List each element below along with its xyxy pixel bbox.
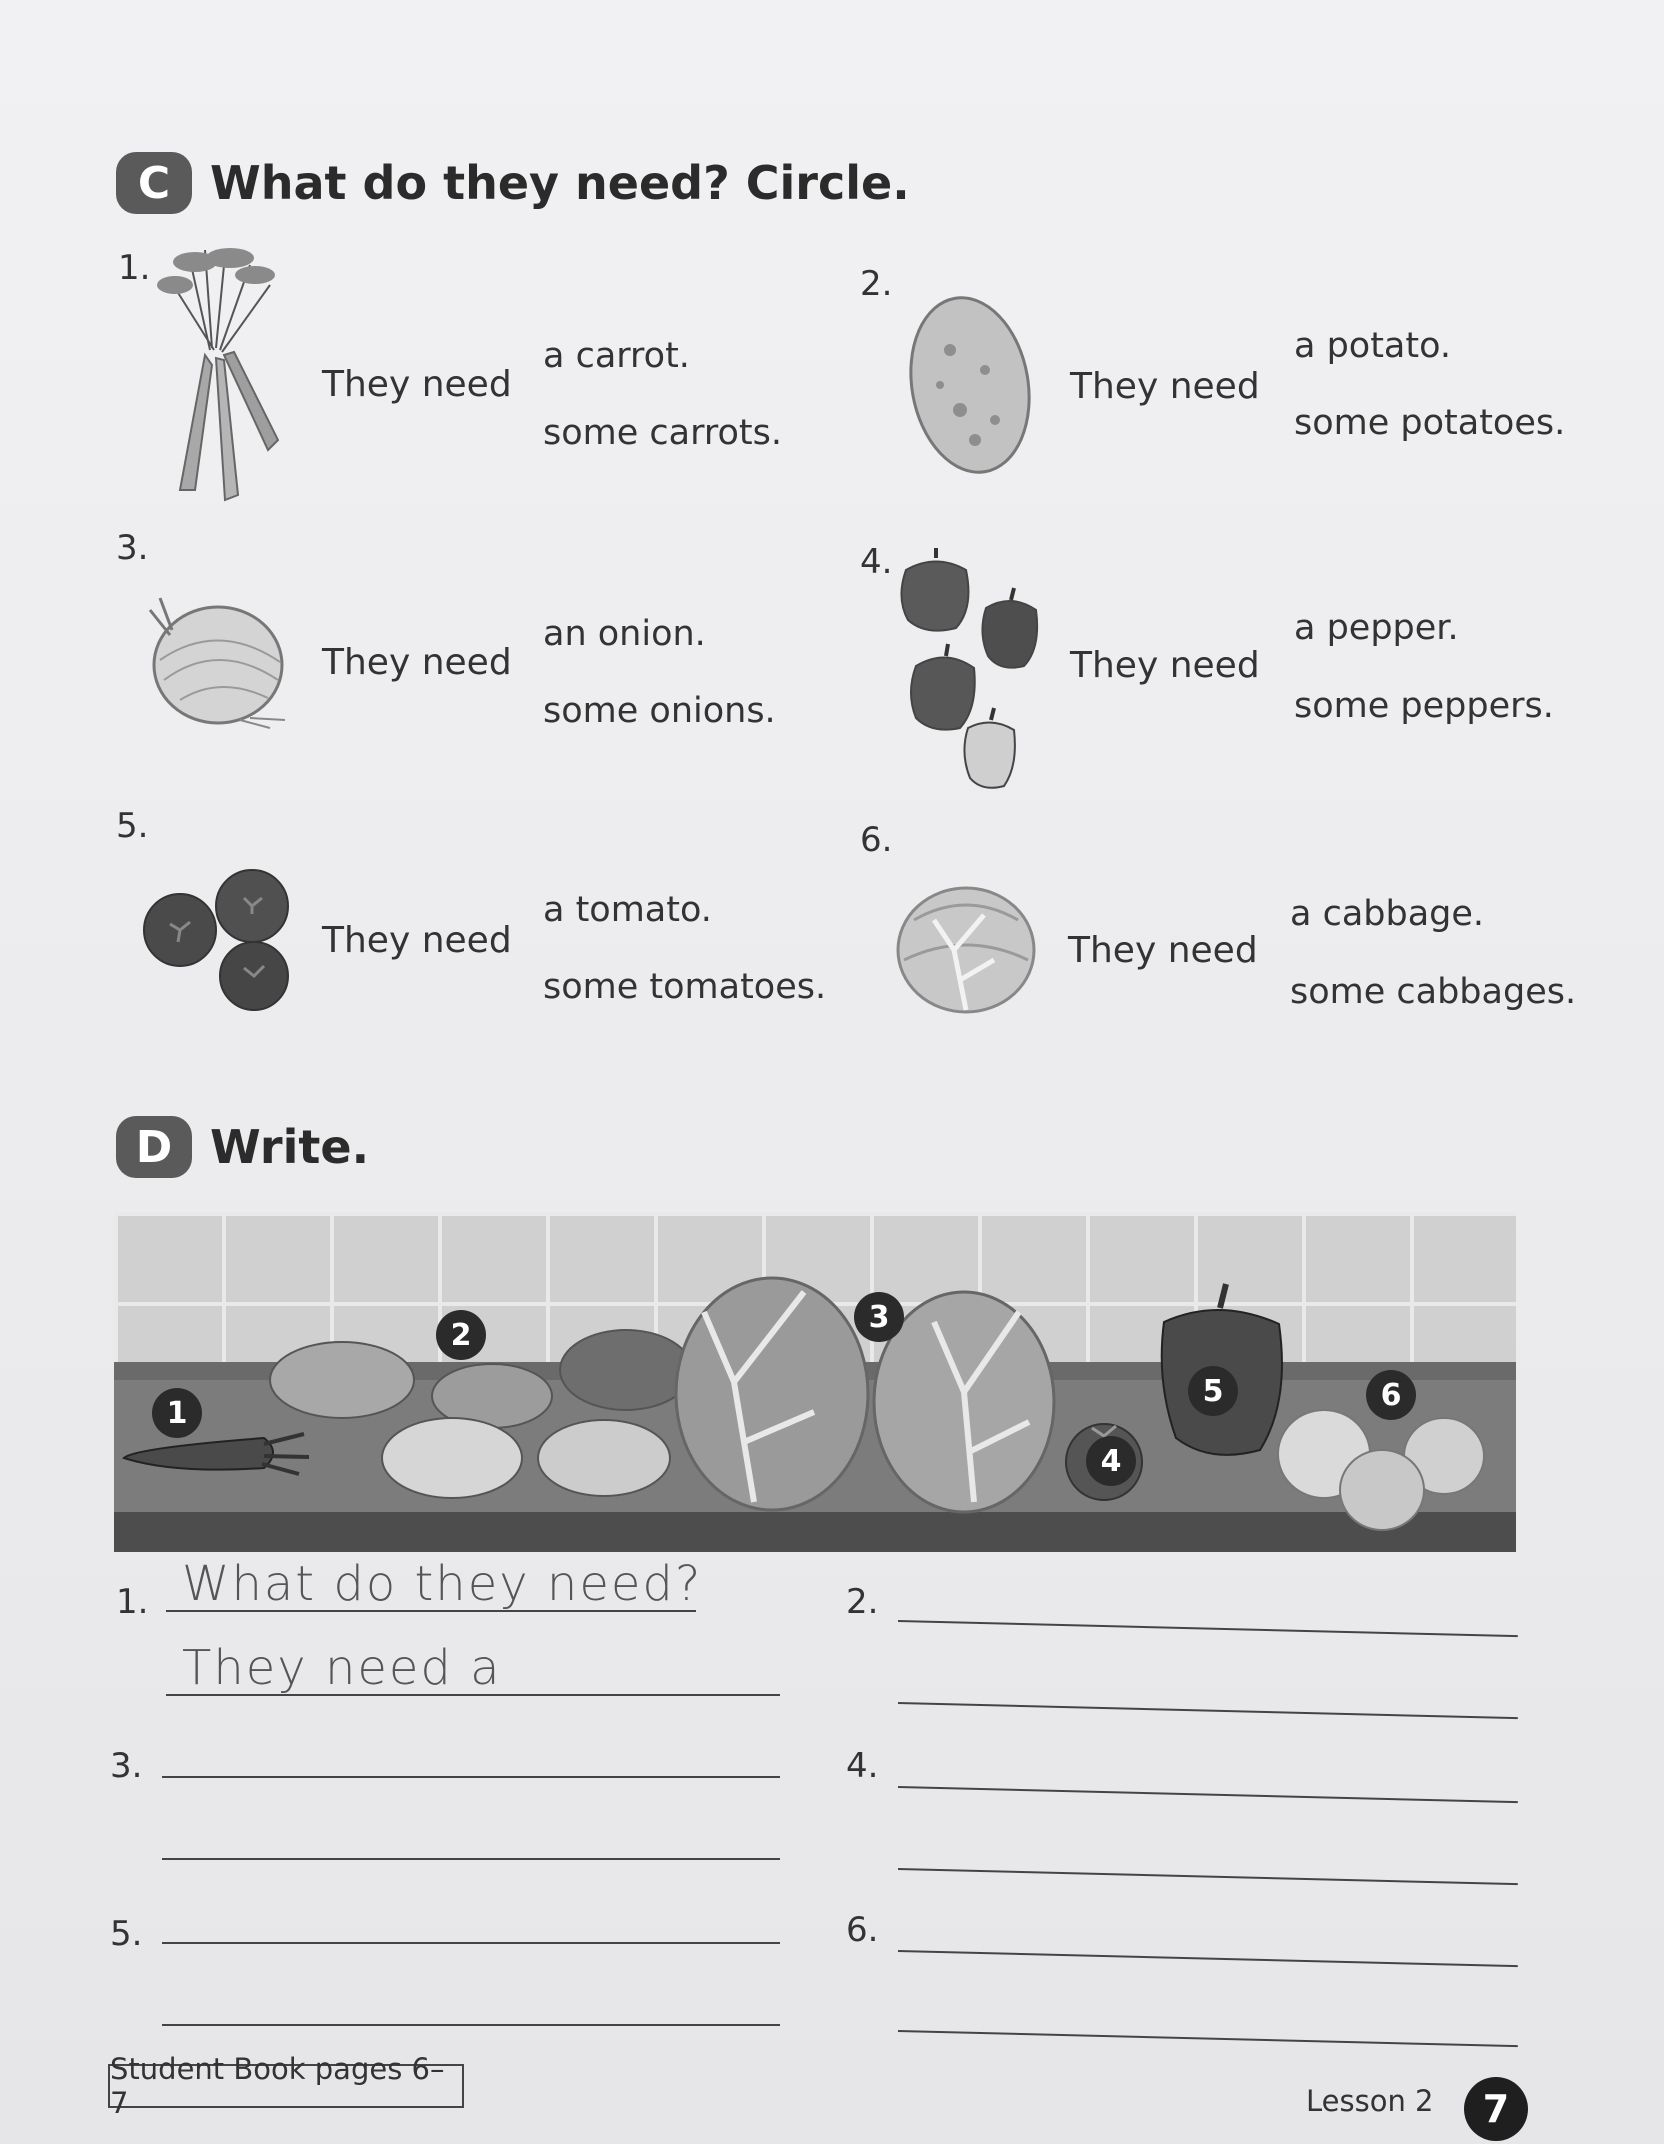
section-d-title: Write.: [210, 1120, 370, 1174]
they-need-label: They need: [1070, 366, 1260, 407]
page-number: 7: [1464, 2077, 1528, 2141]
scene-marker: 6: [1366, 1370, 1416, 1420]
lesson-label: Lesson 2: [1306, 2084, 1434, 2118]
answer-line-3a[interactable]: [162, 1776, 780, 1778]
option-singular[interactable]: a tomato.: [543, 890, 712, 930]
answer-line-2a[interactable]: [898, 1620, 1518, 1637]
example-answer: They need a: [182, 1640, 502, 1696]
scene-marker: 1: [152, 1388, 202, 1438]
option-plural[interactable]: some onions.: [543, 691, 776, 731]
tomato-icon: [140, 864, 296, 1014]
item-number: 1.: [118, 248, 151, 288]
option-singular[interactable]: a cabbage.: [1290, 894, 1485, 934]
answer-line-5a[interactable]: [162, 1942, 780, 1944]
section-c-badge: C: [116, 152, 192, 214]
answer-line-2b[interactable]: [898, 1702, 1518, 1719]
answer-line-4a[interactable]: [898, 1786, 1518, 1803]
onion-icon: [140, 580, 290, 730]
item-number: 4.: [860, 542, 893, 582]
line-number: 6.: [846, 1910, 879, 1950]
they-need-label: They need: [322, 920, 512, 961]
cabbage-icon: [894, 880, 1038, 1016]
potato-icon: [270, 1330, 692, 1498]
potato-icon: [900, 290, 1040, 480]
option-plural[interactable]: some cabbages.: [1290, 972, 1577, 1012]
option-singular[interactable]: a potato.: [1294, 326, 1452, 366]
onion-icon: [1278, 1410, 1484, 1530]
example-question: What do they need?: [182, 1556, 703, 1612]
carrot-icon: [150, 240, 290, 510]
scene-marker: 2: [436, 1310, 486, 1360]
option-plural[interactable]: some peppers.: [1294, 686, 1554, 726]
answer-line-6b[interactable]: [898, 2030, 1518, 2047]
vegetable-counter-scene: [114, 1212, 1516, 1552]
line-number: 4.: [846, 1746, 879, 1786]
option-plural[interactable]: some carrots.: [543, 413, 782, 453]
section-c-header: [116, 152, 910, 214]
line-number: 1.: [116, 1582, 149, 1622]
scene-marker: 4: [1086, 1436, 1136, 1486]
scene-marker: 5: [1188, 1366, 1238, 1416]
option-plural[interactable]: some tomatoes.: [543, 967, 827, 1007]
answer-line-6a[interactable]: [898, 1950, 1518, 1967]
section-d-badge: D: [116, 1116, 192, 1178]
item-number: 6.: [860, 820, 893, 860]
carrot-icon: [124, 1434, 309, 1474]
book-reference: Student Book pages 6–7: [108, 2064, 464, 2108]
vegetables-illustration: [114, 1212, 1516, 1552]
scene-marker: 3: [854, 1292, 904, 1342]
item-number: 5.: [116, 806, 149, 846]
they-need-label: They need: [322, 642, 512, 683]
option-singular[interactable]: a pepper.: [1294, 608, 1459, 648]
answer-line-3b[interactable]: [162, 1858, 780, 1860]
line-number: 2.: [846, 1582, 879, 1622]
option-singular[interactable]: an onion.: [543, 614, 706, 654]
answer-line-1a[interactable]: [166, 1610, 696, 1612]
pepper-icon: [896, 548, 1046, 794]
they-need-label: They need: [1068, 930, 1258, 971]
line-number: 5.: [110, 1914, 143, 1954]
option-plural[interactable]: some potatoes.: [1294, 403, 1566, 443]
answer-line-4b[interactable]: [898, 1868, 1518, 1885]
option-singular[interactable]: a carrot.: [543, 336, 690, 376]
line-number: 3.: [110, 1746, 143, 1786]
they-need-label: They need: [322, 364, 512, 405]
answer-line-5b[interactable]: [162, 2024, 780, 2026]
section-c-title: What do they need? Circle.: [210, 156, 910, 210]
section-d-header: [116, 1116, 369, 1178]
answer-line-1b[interactable]: [166, 1694, 780, 1696]
they-need-label: They need: [1070, 645, 1260, 686]
item-number: 2.: [860, 264, 893, 304]
item-number: 3.: [116, 528, 149, 568]
